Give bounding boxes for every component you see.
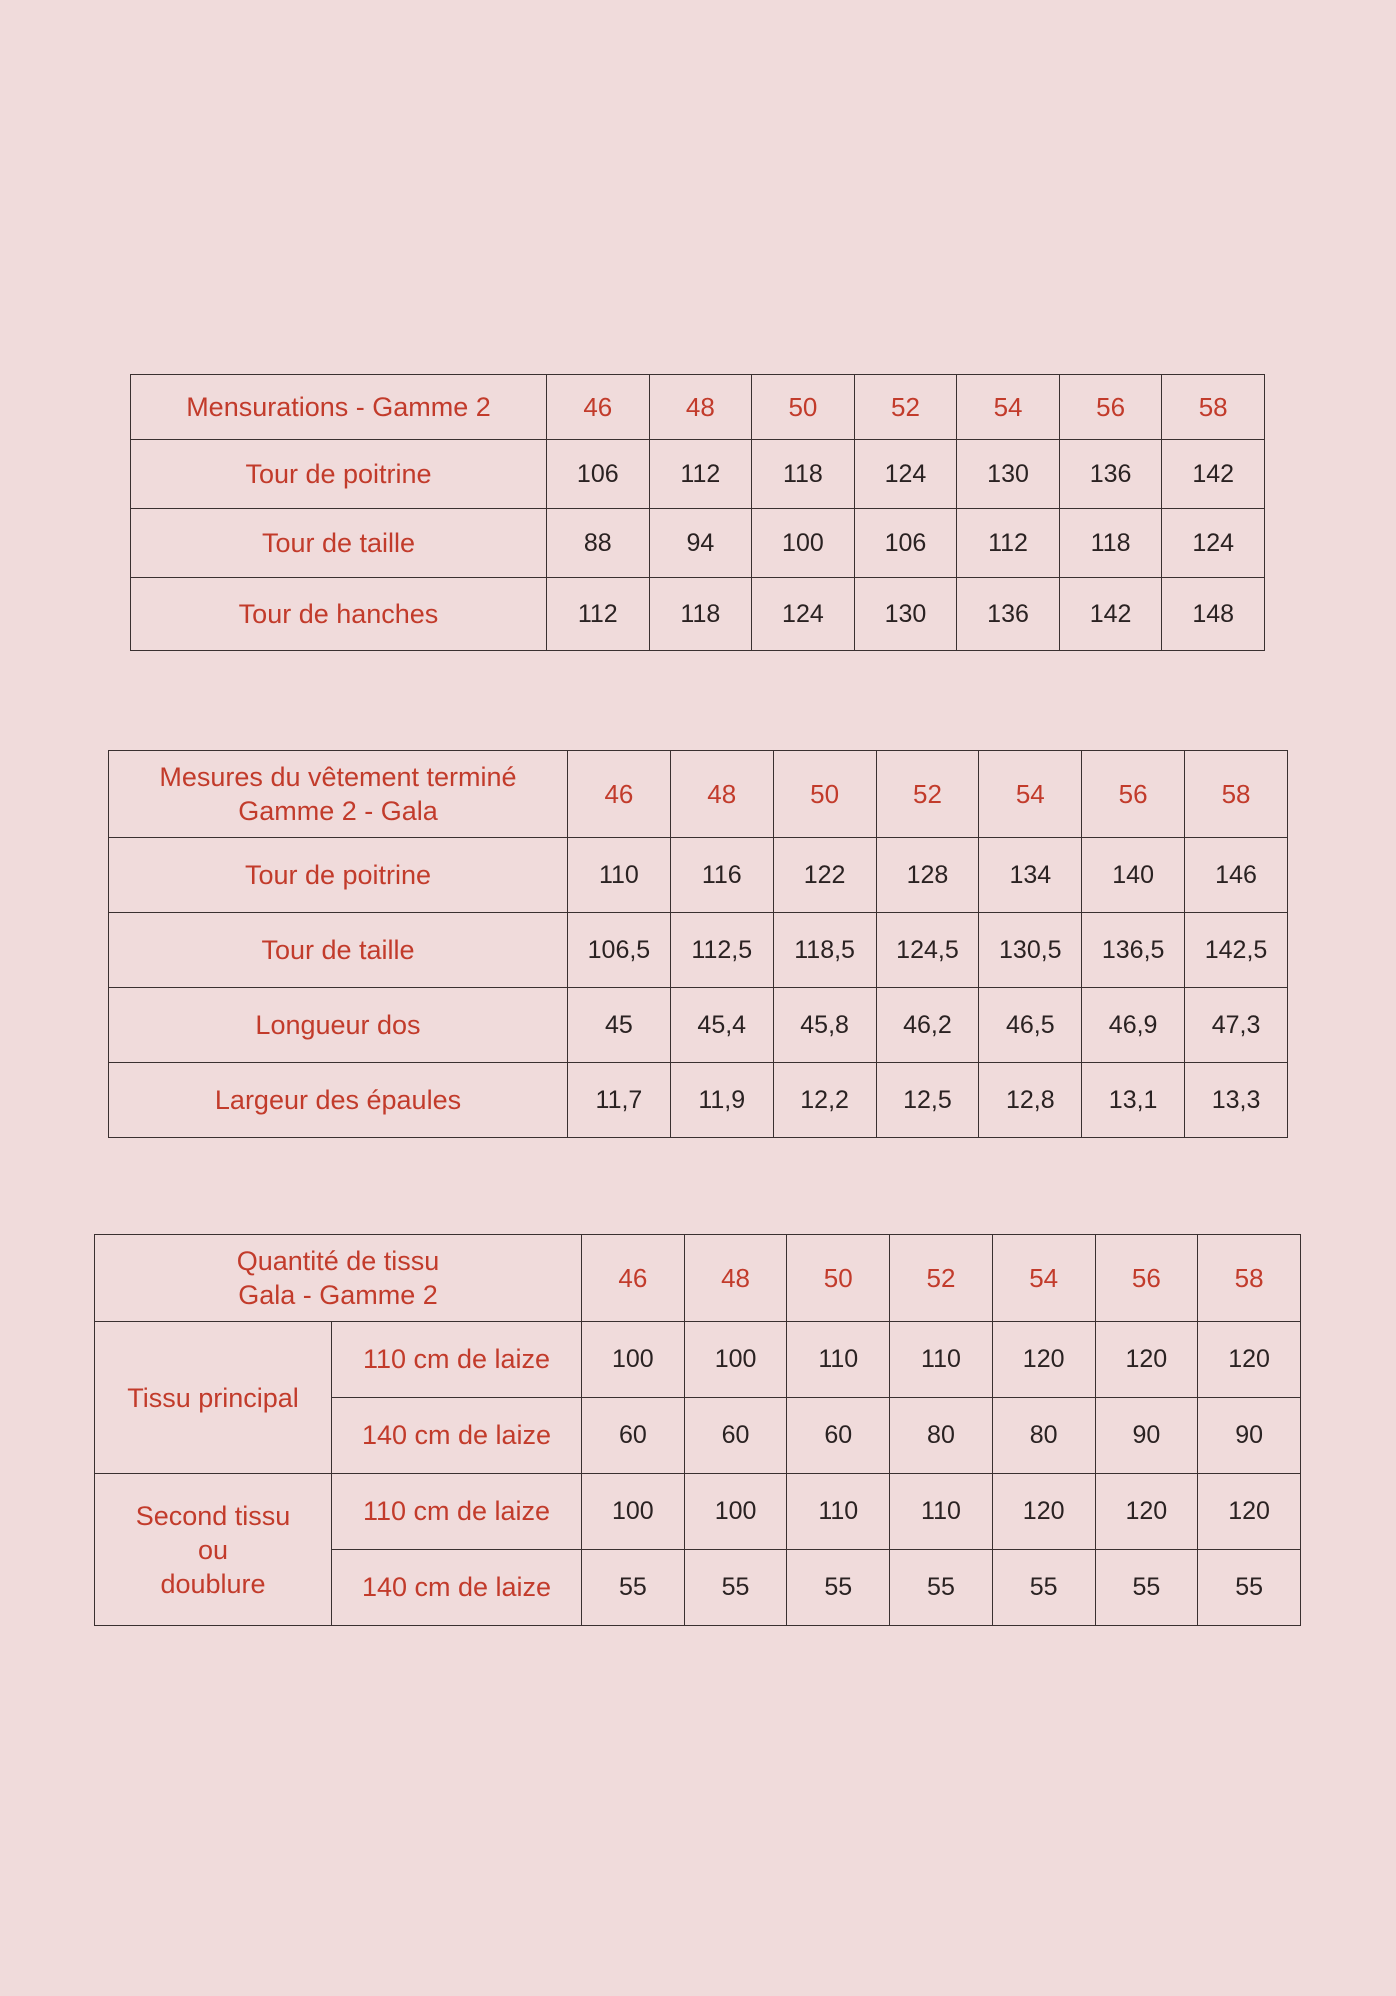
width-label: 140 cm de laize [332,1398,582,1474]
value-cell: 120 [1198,1322,1301,1398]
size-header: 52 [890,1235,993,1322]
width-label: 110 cm de laize [332,1474,582,1550]
value-cell: 118 [1059,509,1162,578]
row-label: Tour de hanches [131,578,547,651]
value-cell: 100 [684,1322,787,1398]
table-title: Quantité de tissu Gala - Gamme 2 [95,1235,582,1322]
value-cell: 110 [890,1474,993,1550]
table-row [109,913,1288,988]
value-cell: 124,5 [876,913,979,988]
value-cell: 60 [582,1398,685,1474]
value-cell: 11,7 [568,1063,671,1138]
row-label: Tour de taille [131,509,547,578]
value-cell: 118 [649,578,752,651]
value-cell: 80 [890,1398,993,1474]
value-cell: 110 [568,838,671,913]
value-cell: 110 [787,1322,890,1398]
row-label: Largeur des épaules [109,1063,568,1138]
table-title: Mensurations - Gamme 2 [131,375,547,440]
size-header: 48 [649,375,752,440]
table-row [109,988,1288,1063]
size-header: 46 [582,1235,685,1322]
value-cell: 120 [1198,1474,1301,1550]
value-cell: 55 [787,1550,890,1626]
value-cell: 46,9 [1082,988,1185,1063]
size-header: 54 [957,375,1060,440]
value-cell: 12,2 [773,1063,876,1138]
finished-garment-measurements-table [108,750,1288,1138]
size-header: 58 [1198,1235,1301,1322]
value-cell: 55 [992,1550,1095,1626]
size-header: 56 [1082,751,1185,838]
value-cell: 55 [1198,1550,1301,1626]
value-cell: 136,5 [1082,913,1185,988]
value-cell: 118 [752,440,855,509]
value-cell: 124 [1162,509,1265,578]
value-cell: 130,5 [979,913,1082,988]
table-row [131,440,1265,509]
value-cell: 106,5 [568,913,671,988]
value-cell: 100 [684,1474,787,1550]
table-row [109,751,1288,838]
value-cell: 142 [1059,578,1162,651]
size-header: 48 [684,1235,787,1322]
size-header: 52 [854,375,957,440]
row-label: Tour de poitrine [109,838,568,913]
value-cell: 120 [992,1474,1095,1550]
value-cell: 45,4 [670,988,773,1063]
width-label: 140 cm de laize [332,1550,582,1626]
value-cell: 80 [992,1398,1095,1474]
value-cell: 130 [854,578,957,651]
value-cell: 13,3 [1185,1063,1288,1138]
table-row [131,375,1265,440]
table-row [109,838,1288,913]
size-header: 56 [1059,375,1162,440]
value-cell: 47,3 [1185,988,1288,1063]
value-cell: 122 [773,838,876,913]
row-label: Tour de taille [109,913,568,988]
value-cell: 46,5 [979,988,1082,1063]
value-cell: 55 [890,1550,993,1626]
table-row [95,1235,1301,1322]
value-cell: 46,2 [876,988,979,1063]
value-cell: 124 [854,440,957,509]
size-header: 50 [773,751,876,838]
value-cell: 146 [1185,838,1288,913]
value-cell: 142 [1162,440,1265,509]
table-row [95,1474,1301,1550]
value-cell: 128 [876,838,979,913]
value-cell: 60 [684,1398,787,1474]
value-cell: 112 [547,578,650,651]
table-title: Mesures du vêtement terminé Gamme 2 - Gala [109,751,568,838]
size-header: 58 [1185,751,1288,838]
value-cell: 110 [890,1322,993,1398]
value-cell: 45 [568,988,671,1063]
value-cell: 13,1 [1082,1063,1185,1138]
value-cell: 130 [957,440,1060,509]
value-cell: 110 [787,1474,890,1550]
size-header: 58 [1162,375,1265,440]
size-header: 54 [979,751,1082,838]
value-cell: 55 [684,1550,787,1626]
value-cell: 45,8 [773,988,876,1063]
value-cell: 118,5 [773,913,876,988]
value-cell: 120 [1095,1322,1198,1398]
table-row [95,1322,1301,1398]
value-cell: 100 [582,1474,685,1550]
value-cell: 90 [1095,1398,1198,1474]
size-header: 46 [568,751,671,838]
value-cell: 136 [1059,440,1162,509]
size-header: 48 [670,751,773,838]
value-cell: 112 [957,509,1060,578]
value-cell: 120 [1095,1474,1198,1550]
size-header: 50 [752,375,855,440]
value-cell: 90 [1198,1398,1301,1474]
size-header: 50 [787,1235,890,1322]
value-cell: 12,5 [876,1063,979,1138]
table-row [131,578,1265,651]
row-label: Longueur dos [109,988,568,1063]
fabric-quantity-table [94,1234,1301,1626]
body-measurements-table [130,374,1265,651]
value-cell: 60 [787,1398,890,1474]
value-cell: 148 [1162,578,1265,651]
table-row [109,1063,1288,1138]
size-header: 52 [876,751,979,838]
value-cell: 55 [1095,1550,1198,1626]
group-label: Second tissu ou doublure [95,1474,332,1626]
row-label: Tour de poitrine [131,440,547,509]
size-header: 46 [547,375,650,440]
value-cell: 106 [547,440,650,509]
value-cell: 106 [854,509,957,578]
value-cell: 112,5 [670,913,773,988]
value-cell: 94 [649,509,752,578]
value-cell: 88 [547,509,650,578]
table-row [131,509,1265,578]
size-header: 56 [1095,1235,1198,1322]
width-label: 110 cm de laize [332,1322,582,1398]
value-cell: 100 [582,1322,685,1398]
size-header: 54 [992,1235,1095,1322]
value-cell: 124 [752,578,855,651]
value-cell: 116 [670,838,773,913]
value-cell: 112 [649,440,752,509]
value-cell: 11,9 [670,1063,773,1138]
value-cell: 134 [979,838,1082,913]
value-cell: 140 [1082,838,1185,913]
value-cell: 120 [992,1322,1095,1398]
value-cell: 100 [752,509,855,578]
value-cell: 136 [957,578,1060,651]
value-cell: 55 [582,1550,685,1626]
group-label: Tissu principal [95,1322,332,1474]
value-cell: 142,5 [1185,913,1288,988]
value-cell: 12,8 [979,1063,1082,1138]
